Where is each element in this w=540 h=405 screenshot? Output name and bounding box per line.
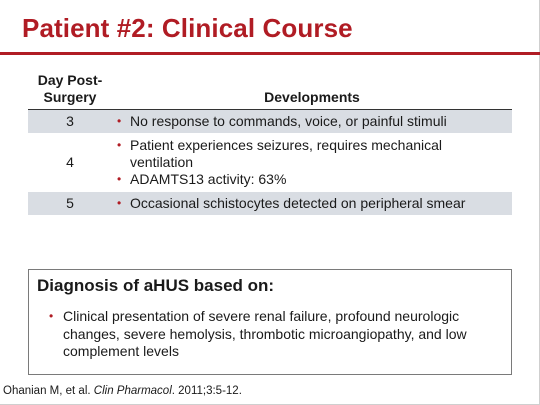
citation-journal: Clin Pharmacol: [93, 385, 172, 397]
bullet-icon: •: [49, 309, 54, 323]
citation-details: . 2011;3:5-12.: [171, 385, 242, 397]
diagnosis-title: Diagnosis of aHUS based on:: [37, 276, 275, 295]
table-row: [28, 192, 512, 216]
list-item: [116, 137, 508, 171]
development-text: Patient experiences seizures, requires mechanical ventilation: [130, 137, 443, 170]
day-cell: 4: [66, 154, 74, 170]
day-cell: 3: [28, 110, 112, 134]
development-text: No response to commands, voice, or painful stimuli: [130, 113, 447, 129]
development-text: Occasional schistocytes detected on peripheral smear: [130, 195, 466, 211]
clinical-course-table: [28, 72, 512, 216]
header-day-line2: Surgery: [43, 89, 97, 105]
list-item: [116, 195, 508, 212]
development-text: ADAMTS13 activity: 63%: [130, 171, 287, 187]
citation-authors: Ohanian M, et al.: [3, 385, 91, 397]
developments-cell: [112, 110, 512, 134]
list-item: [116, 171, 508, 188]
developments-list: [116, 195, 508, 212]
header-developments: Developments: [264, 89, 360, 105]
diagnosis-item: [49, 308, 503, 361]
header-day-line1: Day Post-: [37, 72, 103, 88]
day-cell: 5: [28, 192, 112, 216]
title-divider: [0, 52, 540, 55]
developments-list: [116, 137, 508, 188]
list-item: [116, 113, 508, 130]
table-row: [28, 110, 512, 134]
developments-list: [116, 113, 508, 130]
bullet-icon: •: [117, 138, 122, 152]
bullet-icon: •: [117, 114, 122, 128]
header-day-post-surgery: [28, 72, 112, 110]
page-title: Patient #2: Clinical Course: [22, 13, 353, 43]
developments-cell: [112, 192, 512, 216]
bullet-icon: •: [117, 172, 122, 186]
diagnosis-box: [28, 269, 512, 375]
citation: [3, 385, 242, 397]
bullet-icon: •: [117, 196, 122, 210]
diagnosis-text: Clinical presentation of severe renal failure, profound neurologic changes, severe hemolysis, thrombotic microangiopathy, and low complement levels: [63, 308, 467, 359]
table-row: [28, 134, 512, 192]
developments-cell: [112, 134, 512, 192]
table-header-row: [28, 72, 512, 110]
